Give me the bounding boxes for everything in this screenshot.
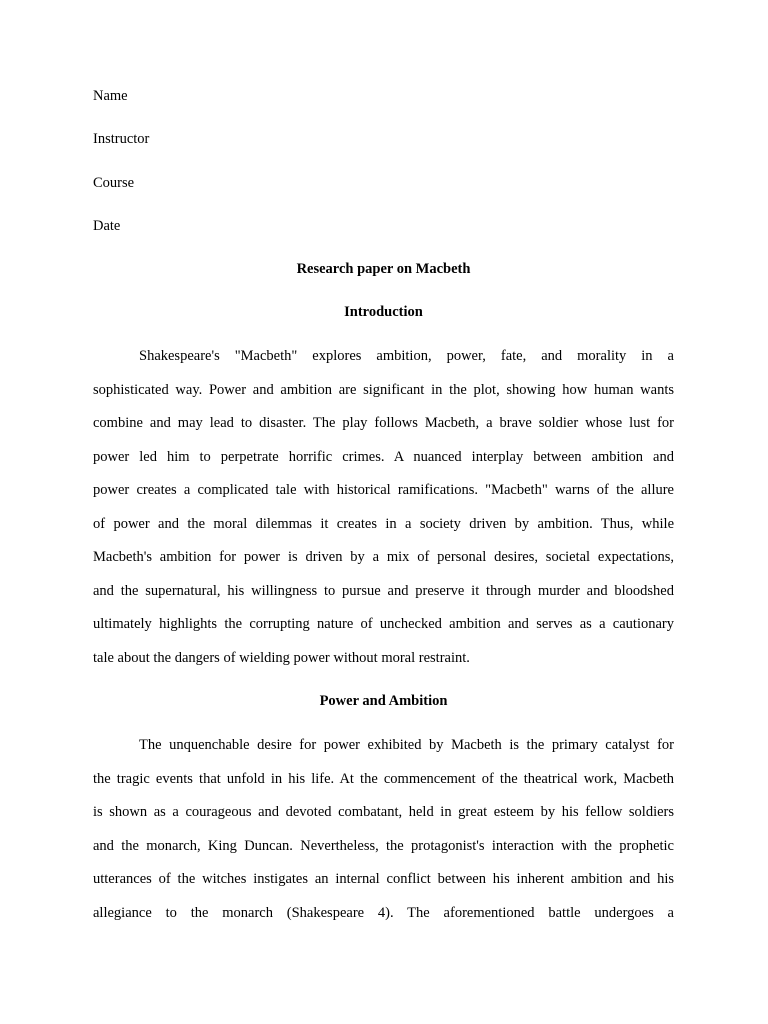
instructor-line: Instructor [93,131,150,147]
date-line: Date [93,218,121,234]
paragraph-line: of power and the moral dilemmas it creates in a society driven by ambition. Thus, while [93,515,674,532]
course-line: Course [93,175,135,191]
paragraph-line: is shown as a courageous and devoted combatant, held in great esteem by his fellow soldiers [93,804,674,820]
paragraph-line: power creates a complicated tale with historical ramifications. "Macbeth" warns of the allure [93,482,674,498]
paragraph-line: power led him to perpetrate horrific crimes. A nuanced interplay between ambition and [93,448,674,465]
paragraph-line: Shakespeare's "Macbeth" explores ambition, power, fate, and morality in a [139,348,674,364]
section-heading-introduction: Introduction [344,304,423,320]
paragraph-line: sophisticated way. Power and ambition are significant in the plot, showing how human wants [93,381,674,398]
paragraph-line: ultimately highlights the corrupting nature of unchecked ambition and serves as a cautionary [93,616,674,632]
paragraph-line: Macbeth's ambition for power is driven by a mix of personal desires, societal expectations, [93,549,674,565]
paragraph-line: allegiance to the monarch (Shakespeare 4). The aforementioned battle undergoes a [93,904,674,921]
paper-title: Research paper on Macbeth [296,261,471,277]
paragraph-line: the tragic events that unfold in his life. At the commencement of the theatrical work, Macbeth [93,770,674,787]
paragraph-line: The unquenchable desire for power exhibited by Macbeth is the primary catalyst for [139,737,674,753]
paragraph-line: and the supernatural, his willingness to pursue and preserve it through murder and bloodshed [93,582,674,599]
paragraph-line: tale about the dangers of wielding power without moral restraint. [93,649,470,666]
student-name-line: Name [93,88,128,104]
paragraph-line: combine and may lead to disaster. The play follows Macbeth, a brave soldier whose lust for [93,415,674,431]
paragraph-line: and the monarch, King Duncan. Nevertheless, the protagonist's interaction with the prophetic [93,837,674,854]
paragraph-line: utterances of the witches instigates an internal conflict between his inherent ambition and his [93,871,674,887]
section-heading-power-and-ambition: Power and Ambition [319,693,448,709]
